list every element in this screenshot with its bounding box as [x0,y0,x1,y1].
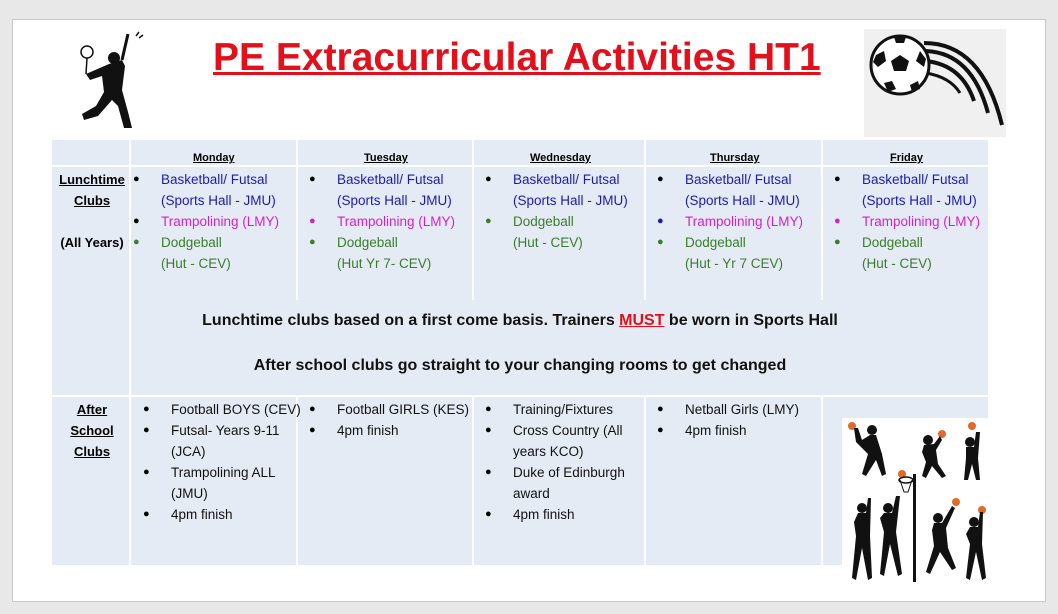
after-cell-tuesday [309,399,470,441]
list-item: ● 4pm finish [657,423,747,438]
football-icon [864,29,1006,137]
list-item: ● Cross Country (All years KCO) [485,423,623,459]
list-item: ● 4pm finish [143,507,233,522]
lunch-cell-thursday [657,169,804,274]
list-item: ● Futsal- Years 9-11 (JCA) [143,423,280,459]
list-item: ● Basketball/ Futsal (Sports Hall - JMU) [133,172,276,208]
column-divider [472,397,474,565]
column-divider [644,397,646,565]
lunch-cell-friday [834,169,981,274]
list-item: ● 4pm finish [485,507,575,522]
list-item: ● Netball Girls (LMY) [657,402,800,417]
list-item: ● Training/Fixtures [485,402,614,417]
list-item: ● Basketball/ Futsal (Sports Hall - JMU) [309,172,452,208]
lunch-cell-monday [133,169,280,274]
lunchtime-header-years: (All Years) [60,235,124,250]
lunchtime-header-line2: Clubs [73,193,111,208]
list-item: ● Trampolining (LMY) [133,214,280,229]
page-title: PE Extracurricular Activities HT1 [213,36,821,79]
after-cell-thursday [657,399,800,441]
day-header-friday: Friday [890,152,924,164]
list-item: ● Dodgeball (Hut Yr 7- CEV) [309,235,432,271]
row-divider [52,165,988,167]
column-divider [821,397,823,565]
after-cell-monday [143,399,301,525]
badminton-player-icon [62,30,144,130]
after-cell-wednesday [485,399,625,525]
list-item: ● Football GIRLS (KES) [309,402,470,417]
column-divider [644,140,646,300]
list-item: ● Basketball/ Futsal (Sports Hall - JMU) [834,172,977,208]
list-item: ● Basketball/ Futsal (Sports Hall - JMU) [657,172,800,208]
after-header-line3: Clubs [73,444,111,459]
lunch-cell-wednesday [485,169,628,253]
column-divider [472,140,474,300]
list-item: ● Dodgeball (Hut - CEV) [133,235,231,271]
lunch-cell-tuesday [309,169,456,274]
day-header-monday: Monday [193,152,235,164]
lunchtime-header-line1: Lunchtime [59,172,125,187]
list-item: ● Basketball/ Futsal (Sports Hall - JMU) [485,172,628,208]
list-item: ● Football BOYS (CEV) [143,402,301,417]
changing-rooms-note: After school clubs go straight to your changing rooms to get changed [253,357,787,374]
list-item: ● Trampolining ALL (JMU) [143,465,276,501]
netball-players-icon [842,418,990,586]
day-header-wednesday: Wednesday [530,152,591,164]
list-item: ● Dodgeball (Hut - Yr 7 CEV) [657,235,784,271]
list-item: ● Trampolining (LMY) [834,214,981,229]
lunchtime-clubs-header [54,169,130,253]
list-item: ● 4pm finish [309,423,399,438]
column-divider [821,140,823,300]
after-header-line2: School [70,423,114,438]
after-header-line1: After [76,402,108,417]
day-header-tuesday: Tuesday [364,152,408,164]
list-item: ● Duke of Edinburgh award [485,465,625,501]
list-item: ● Trampolining (LMY) [657,214,804,229]
row-divider [52,395,988,397]
after-school-clubs-header [54,399,130,462]
list-item: ● Dodgeball (Hut - CEV) [834,235,932,271]
column-divider [296,140,298,300]
trainers-note: Lunchtime clubs based on a first come basis. Trainers MUST be worn in Sports Hall [202,312,838,329]
day-header-thursday: Thursday [710,152,760,164]
list-item: ● Dodgeball (Hut - CEV) [485,214,583,250]
list-item: ● Trampolining (LMY) [309,214,456,229]
